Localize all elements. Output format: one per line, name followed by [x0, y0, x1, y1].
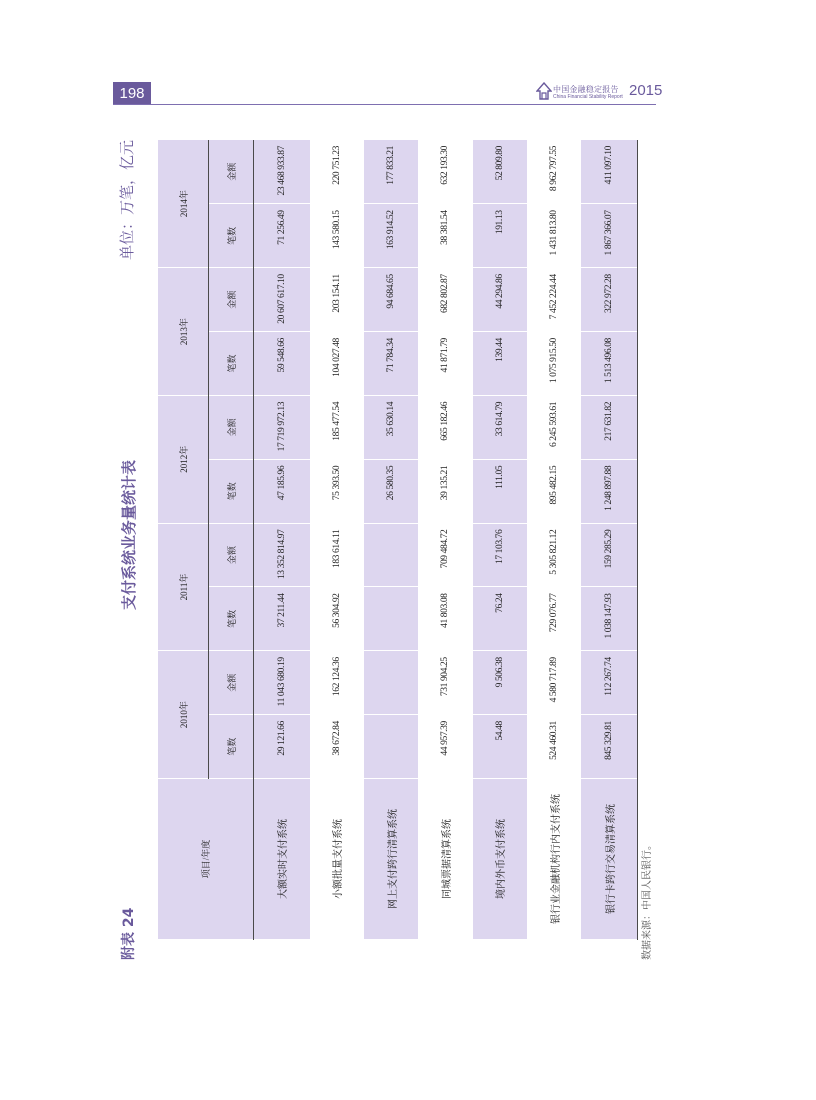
table-row: [473, 140, 527, 940]
amount-cell: 112 267.74: [581, 651, 637, 715]
amount-cell: 17 103.76: [473, 523, 527, 587]
amount-cell: 13 352 814.97: [254, 523, 310, 587]
count-cell: 1 075 915.50: [527, 332, 581, 396]
amount-cell: 731 904.25: [418, 651, 472, 715]
table-body: [254, 140, 638, 940]
table-row: [364, 140, 418, 940]
year-header: 2010年: [158, 651, 209, 779]
count-cell: [364, 715, 418, 779]
count-cell: 71 784.34: [364, 332, 418, 396]
report-brand: [536, 82, 663, 104]
amount-cell: 682 802.87: [418, 268, 472, 332]
appendix-label: 附表 24: [121, 907, 137, 960]
table-row: [581, 140, 637, 940]
count-header: 笔数: [209, 587, 254, 651]
count-header: 笔数: [209, 332, 254, 396]
count-cell: 139.44: [473, 332, 527, 396]
count-cell: 1 431 813.80: [527, 204, 581, 268]
count-cell: 76.24: [473, 587, 527, 651]
amount-cell: 8 962 797.55: [527, 140, 581, 204]
count-cell: 104 027.48: [310, 332, 364, 396]
amount-cell: 159 285.29: [581, 523, 637, 587]
count-cell: 1 248 897.88: [581, 459, 637, 523]
count-cell: 1 038 147.93: [581, 587, 637, 651]
table-row: [310, 140, 364, 940]
amount-cell: 709 484.72: [418, 523, 472, 587]
count-cell: 143 580.15: [310, 204, 364, 268]
count-cell: 41 803.08: [418, 587, 472, 651]
row-label: 同城票据清算系统: [418, 779, 472, 940]
amount-cell: [364, 651, 418, 715]
count-cell: 56 304.92: [310, 587, 364, 651]
amount-cell: 632 193.30: [418, 140, 472, 204]
count-cell: 54.48: [473, 715, 527, 779]
amount-cell: 6 245 593.61: [527, 395, 581, 459]
amount-cell: 23 468 933.87: [254, 140, 310, 204]
amount-cell: 35 630.14: [364, 395, 418, 459]
amount-header: 金额: [209, 651, 254, 715]
count-cell: 59 548.66: [254, 332, 310, 396]
amount-cell: 411 097.10: [581, 140, 637, 204]
count-cell: 38 672.84: [310, 715, 364, 779]
count-cell: 845 329.81: [581, 715, 637, 779]
count-cell: 75 393.50: [310, 459, 364, 523]
count-cell: 729 076.77: [527, 587, 581, 651]
amount-cell: 217 631.82: [581, 395, 637, 459]
row-label: 境内外币支付系统: [473, 779, 527, 940]
amount-cell: 5 305 821.12: [527, 523, 581, 587]
year-header: 2014年: [158, 140, 209, 268]
count-cell: 895 482.15: [527, 459, 581, 523]
count-cell: 71 256.49: [254, 204, 310, 268]
count-cell: 39 135.21: [418, 459, 472, 523]
amount-cell: 162 124.36: [310, 651, 364, 715]
amount-header: 金额: [209, 268, 254, 332]
amount-cell: 220 751.23: [310, 140, 364, 204]
payment-system-table: [158, 140, 638, 940]
count-cell: 47 185.96: [254, 459, 310, 523]
amount-cell: [364, 523, 418, 587]
count-cell: 38 381.54: [418, 204, 472, 268]
table-row: [254, 140, 310, 940]
amount-header: 金额: [209, 395, 254, 459]
count-cell: 44 957.39: [418, 715, 472, 779]
unit-label: 单位：万笔，亿元: [118, 140, 136, 261]
count-cell: 29 121.66: [254, 715, 310, 779]
count-header: 笔数: [209, 715, 254, 779]
amount-cell: 52 809.80: [473, 140, 527, 204]
amount-cell: 203 154.11: [310, 268, 364, 332]
year-header: 2013年: [158, 268, 209, 396]
count-cell: 26 580.35: [364, 459, 418, 523]
table-title: 支付系统业务量统计表: [120, 460, 138, 611]
amount-cell: 94 684.65: [364, 268, 418, 332]
row-label: 银行业金融机构行内支付系统: [527, 779, 581, 940]
count-cell: [364, 587, 418, 651]
table-row: [418, 140, 472, 940]
amount-cell: 322 972.28: [581, 268, 637, 332]
amount-cell: 20 607 617.10: [254, 268, 310, 332]
count-header: 笔数: [209, 459, 254, 523]
table-row: [527, 140, 581, 940]
count-header: 笔数: [209, 204, 254, 268]
corner-header: 项目/年度: [158, 779, 254, 940]
page-number: 198: [113, 82, 151, 104]
year-header: 2012年: [158, 395, 209, 523]
amount-cell: 665 182.46: [418, 395, 472, 459]
count-cell: 191.13: [473, 204, 527, 268]
amount-header: 金额: [209, 140, 254, 204]
amount-cell: 9 506.38: [473, 651, 527, 715]
year-header: 2011年: [158, 523, 209, 651]
rotated-table-area: [118, 110, 653, 960]
brand-year: 2015: [629, 82, 663, 99]
count-cell: 111.05: [473, 459, 527, 523]
count-cell: 1 867 366.07: [581, 204, 637, 268]
amount-cell: 11 043 680.19: [254, 651, 310, 715]
title-row: [118, 110, 148, 960]
count-cell: 41 871.79: [418, 332, 472, 396]
header-rule: [113, 104, 656, 105]
amount-cell: 185 477.54: [310, 395, 364, 459]
row-label: 银行卡跨行交易清算系统: [581, 779, 637, 940]
amount-header: 金额: [209, 523, 254, 587]
amount-cell: 44 294.86: [473, 268, 527, 332]
row-label: 大额实时支付系统: [254, 779, 310, 940]
count-cell: 524 460.31: [527, 715, 581, 779]
source-note: 数据来源：中国人民银行。: [642, 840, 653, 960]
row-label: 小额批量支付系统: [310, 779, 364, 940]
amount-cell: 177 833.21: [364, 140, 418, 204]
amount-cell: 33 614.79: [473, 395, 527, 459]
amount-cell: 4 580 717.89: [527, 651, 581, 715]
pavilion-logo-icon: [536, 82, 552, 100]
count-cell: 163 914.52: [364, 204, 418, 268]
count-cell: 37 211.44: [254, 587, 310, 651]
amount-cell: 183 614.11: [310, 523, 364, 587]
amount-cell: 7 452 224.44: [527, 268, 581, 332]
amount-cell: 17 719 972.13: [254, 395, 310, 459]
row-label: 网上支付跨行清算系统: [364, 779, 418, 940]
brand-title-en: China Financial Stability Report: [553, 94, 623, 100]
count-cell: 1 513 496.08: [581, 332, 637, 396]
brand-title-cn: 中国金融稳定报告: [553, 85, 619, 94]
